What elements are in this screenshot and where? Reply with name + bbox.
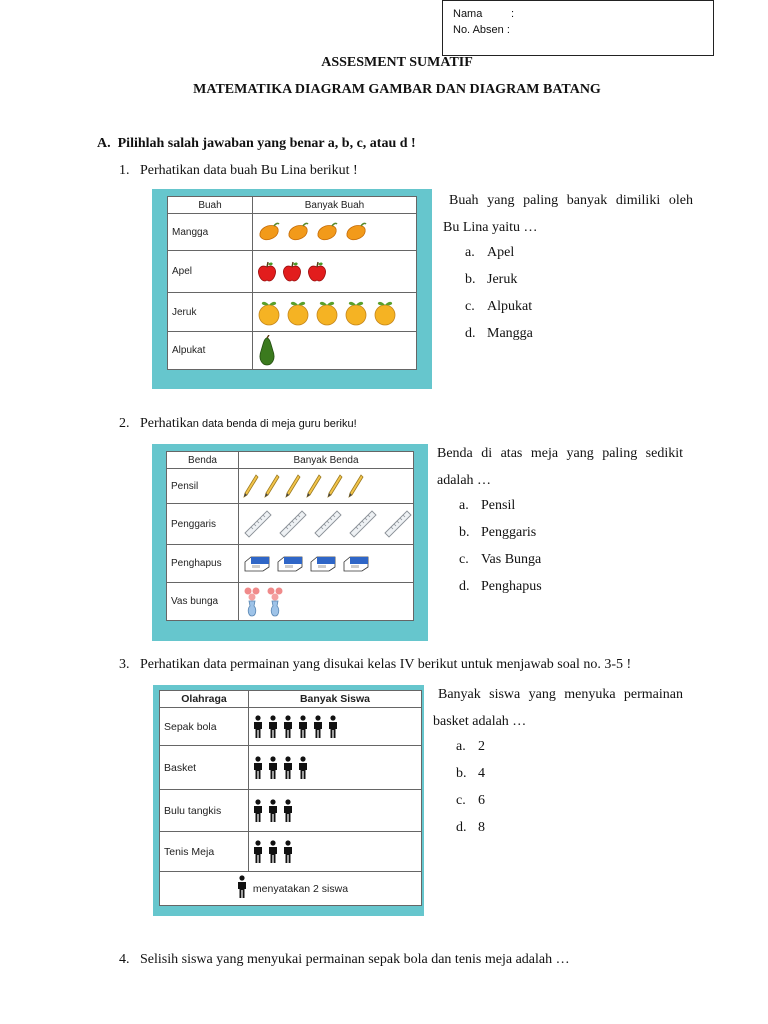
person-icon	[328, 715, 338, 739]
option-text: Jeruk	[487, 272, 518, 287]
person-icon	[283, 799, 293, 823]
q2-text-b: an data benda di meja guru beriku!	[186, 418, 357, 430]
person-icon	[237, 875, 247, 902]
q4-prompt	[119, 950, 570, 970]
ruler-icon	[348, 509, 378, 539]
option-letter: b.	[459, 525, 470, 540]
option-text: 2	[478, 739, 485, 754]
q1-prompt	[119, 161, 358, 181]
q1-question-line2: Bu Lina yaitu …	[443, 220, 538, 235]
q1-question-line1: Buah yang paling banyak dimiliki oleh	[449, 193, 693, 208]
q1-row-icons	[257, 222, 416, 242]
q2-option-c[interactable]	[459, 550, 542, 577]
option-text: 8	[478, 820, 485, 835]
q3-question-line2: basket adalah …	[433, 714, 527, 729]
option-text: Penggaris	[481, 525, 537, 540]
ruler-icon	[313, 509, 343, 539]
q2-options	[459, 496, 542, 604]
q3-row-label: Bulu tangkis	[160, 790, 249, 832]
option-letter: a.	[465, 245, 475, 260]
q3-question	[433, 681, 683, 735]
person-icon	[268, 840, 278, 864]
person-icon	[253, 756, 263, 780]
q2-row-icons	[243, 555, 413, 573]
person-icon	[283, 756, 293, 780]
title-subject: MATEMATIKA DIAGRAM GAMBAR DAN DIAGRAM BATANG	[193, 82, 601, 97]
option-letter: c.	[465, 299, 475, 314]
q2-prompt	[119, 414, 357, 434]
person-icon	[268, 756, 278, 780]
pencil-icon	[348, 473, 364, 499]
pencil-icon	[285, 473, 301, 499]
q1-row-label: Apel	[168, 251, 253, 293]
eraser-icon	[243, 555, 271, 573]
pencil-icon	[306, 473, 322, 499]
q2-text-a: Perhatik	[140, 416, 187, 431]
q3-option-b[interactable]	[456, 764, 485, 791]
q2-row-label: Pensil	[167, 469, 239, 504]
q2-header-item: Benda	[167, 452, 239, 469]
q1-text: Perhatikan data buah Bu Lina berikut !	[140, 163, 358, 178]
q2-row-label: Penghapus	[167, 545, 239, 583]
option-letter: a.	[459, 498, 469, 513]
option-letter: c.	[456, 793, 466, 808]
q1-row-icons	[257, 298, 416, 326]
q1-row-icons	[257, 261, 416, 283]
orange-icon	[257, 298, 281, 326]
q1-option-a[interactable]	[465, 243, 533, 270]
option-letter: d.	[459, 579, 470, 594]
person-icon	[283, 840, 293, 864]
q2-row-icons	[243, 586, 413, 618]
q1-options	[465, 243, 533, 351]
mango-icon	[344, 222, 368, 242]
q2-question	[437, 440, 683, 494]
pencil-icon	[264, 473, 280, 499]
option-letter: c.	[459, 552, 469, 567]
section-label: A.	[97, 136, 111, 151]
q3-option-a[interactable]	[456, 737, 485, 764]
person-icon	[268, 715, 278, 739]
q2-option-d[interactable]	[459, 577, 542, 604]
option-letter: a.	[456, 739, 466, 754]
orange-icon	[344, 298, 368, 326]
person-icon	[313, 715, 323, 739]
ruler-icon	[278, 509, 308, 539]
person-icon	[283, 715, 293, 739]
q2-number: 2.	[119, 416, 130, 431]
q3-row-icons	[253, 799, 421, 823]
q3-pictograph-table	[159, 690, 422, 906]
q1-number: 1.	[119, 163, 130, 178]
q2-row-icons	[243, 473, 413, 499]
q2-question-line1: Benda di atas meja yang paling sedikit	[437, 446, 683, 461]
pencil-icon	[327, 473, 343, 499]
q1-row-icons	[257, 335, 416, 367]
option-text: 4	[478, 766, 485, 781]
orange-icon	[373, 298, 397, 326]
q1-header-count: Banyak Buah	[253, 197, 417, 214]
q2-row-label: Vas bunga	[167, 583, 239, 621]
q3-row-icons	[253, 715, 421, 739]
ruler-icon	[243, 509, 273, 539]
apple-icon	[282, 261, 302, 283]
q3-legend	[160, 872, 422, 906]
person-icon	[253, 799, 263, 823]
option-text: Apel	[487, 245, 515, 260]
q2-option-b[interactable]	[459, 523, 542, 550]
mango-icon	[257, 222, 281, 242]
q1-row-label: Mangga	[168, 214, 253, 251]
option-letter: d.	[465, 326, 476, 341]
ruler-icon	[383, 509, 413, 539]
q1-pictograph-table	[167, 196, 417, 370]
person-icon	[268, 799, 278, 823]
option-text: Penghapus	[481, 579, 542, 594]
q3-header-item: Olahraga	[160, 691, 249, 708]
apple-icon	[307, 261, 327, 283]
option-text: Mangga	[487, 326, 533, 341]
q2-header-count: Banyak Benda	[239, 452, 414, 469]
person-icon	[298, 715, 308, 739]
q3-options	[456, 737, 485, 845]
q1-row-label: Alpukat	[168, 332, 253, 370]
q1-option-d[interactable]	[465, 324, 533, 351]
person-icon	[298, 756, 308, 780]
q3-row-label: Sepak bola	[160, 708, 249, 746]
q1-option-c[interactable]	[465, 297, 533, 324]
q1-header-item: Buah	[168, 197, 253, 214]
q1-row-label: Jeruk	[168, 293, 253, 332]
option-letter: d.	[456, 820, 467, 835]
q2-row-label: Penggaris	[167, 504, 239, 545]
avocado-icon	[257, 335, 277, 367]
q3-header-count: Banyak Siswa	[249, 691, 422, 708]
orange-icon	[286, 298, 310, 326]
q3-row-label: Tenis Meja	[160, 832, 249, 872]
section-heading	[97, 134, 416, 154]
option-text: Pensil	[481, 498, 516, 513]
option-letter: b.	[465, 272, 476, 287]
q4-number: 4.	[119, 952, 130, 967]
q3-row-label: Basket	[160, 746, 249, 790]
q3-question-line1: Banyak siswa yang menyuka permainan	[438, 687, 683, 702]
q3-row-icons	[253, 756, 421, 780]
q3-legend-text: menyatakan 2 siswa	[252, 882, 349, 895]
option-letter: b.	[456, 766, 467, 781]
pencil-icon	[243, 473, 259, 499]
title-assessment: ASSESMENT SUMATIF	[321, 55, 473, 70]
q3-row-icons	[253, 840, 421, 864]
eraser-icon	[342, 555, 370, 573]
name-label: Nama	[453, 8, 483, 20]
person-icon	[253, 840, 263, 864]
q2-question-line2: adalah …	[437, 473, 492, 488]
q1-option-b[interactable]	[465, 270, 533, 297]
orange-icon	[315, 298, 339, 326]
eraser-icon	[309, 555, 337, 573]
section-instruction: Pilihlah salah jawaban yang benar a, b, c, atau d !	[117, 136, 416, 151]
vase-icon	[266, 586, 284, 618]
option-text: 6	[478, 793, 485, 808]
name-separator: :	[511, 8, 515, 20]
apple-icon	[257, 261, 277, 283]
q3-option-c[interactable]	[456, 791, 485, 818]
q1-question	[443, 187, 693, 241]
option-text: Vas Bunga	[481, 552, 542, 567]
q2-option-a[interactable]	[459, 496, 542, 523]
vase-icon	[243, 586, 261, 618]
absen-label: No. Absen :	[453, 24, 510, 36]
q2-row-icons	[243, 509, 413, 539]
eraser-icon	[276, 555, 304, 573]
q2-pictograph-table	[166, 451, 414, 621]
mango-icon	[315, 222, 339, 242]
student-id-box	[442, 0, 714, 56]
option-text: Alpukat	[487, 299, 533, 314]
q3-number: 3.	[119, 657, 130, 672]
q3-prompt	[119, 655, 631, 675]
q4-text: Selisih siswa yang menyukai permainan sepak bola dan tenis meja adalah …	[140, 952, 570, 967]
q3-text: Perhatikan data permainan yang disukai kelas IV berikut untuk menjawab soal no. 3-5 !	[140, 657, 632, 672]
mango-icon	[286, 222, 310, 242]
q3-option-d[interactable]	[456, 818, 485, 845]
person-icon	[253, 715, 263, 739]
